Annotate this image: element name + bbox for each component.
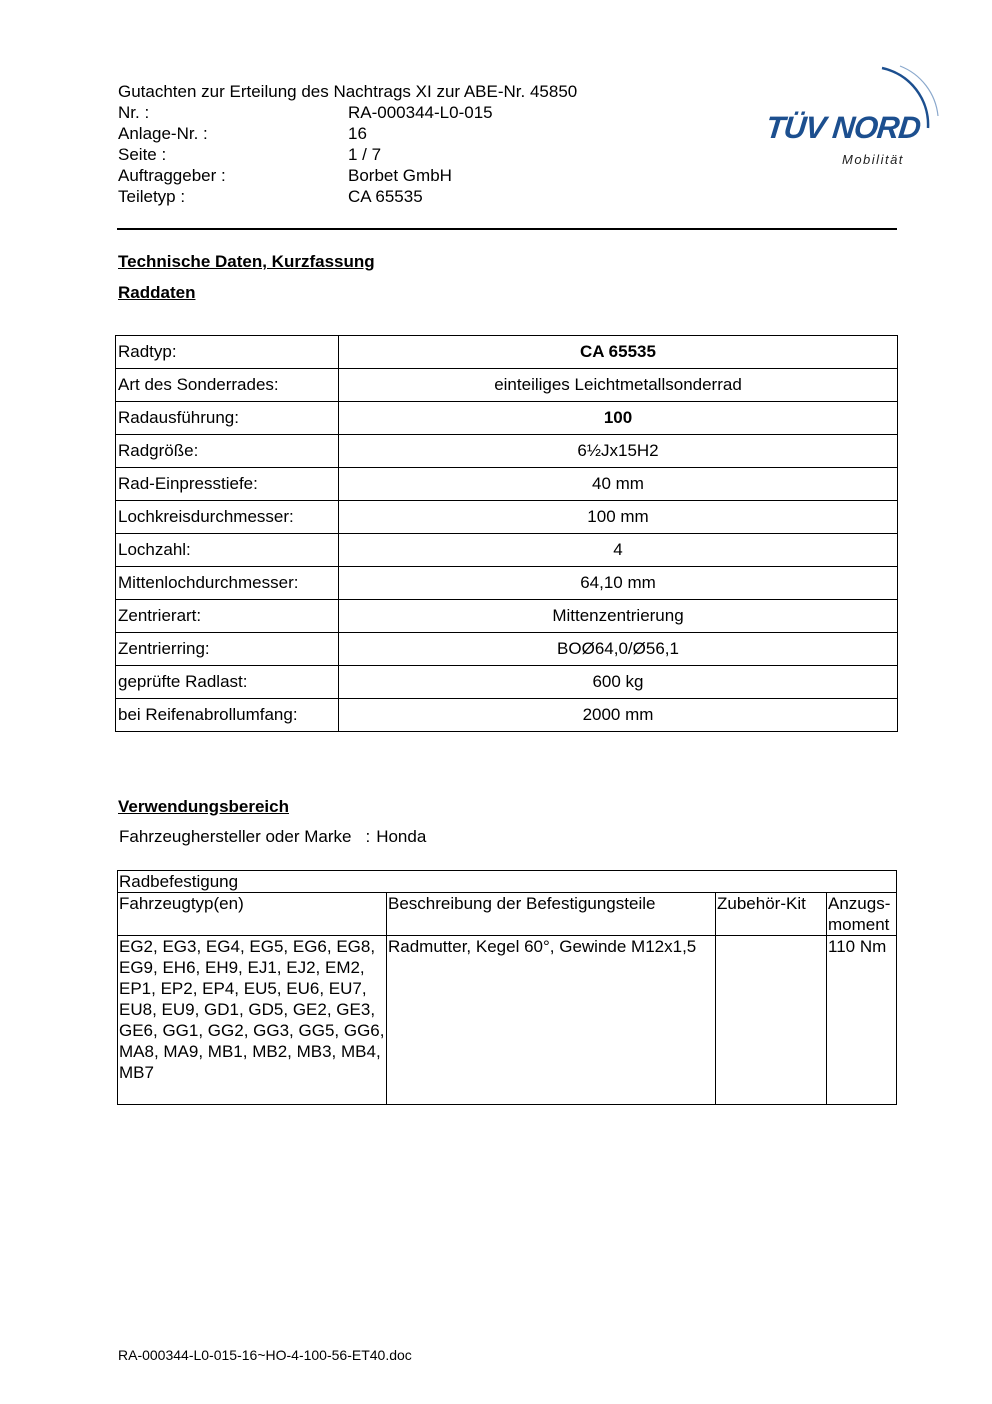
- row-value: Mittenzentrierung: [339, 600, 898, 633]
- table-row: [116, 600, 898, 633]
- wheel-data-table: [115, 335, 898, 732]
- row-label: Radtyp:: [116, 336, 339, 369]
- row-value: 100 mm: [339, 501, 898, 534]
- accessory-kit-cell: [716, 936, 827, 1105]
- maker-separator: :: [365, 827, 371, 846]
- header-row-teiletyp: [118, 186, 577, 207]
- column-header: Anzugs-moment: [827, 893, 897, 936]
- maker-value: Honda: [376, 827, 427, 846]
- document-title: Gutachten zur Erteilung des Nachtrags XI zur ABE-Nr. 45850: [118, 82, 578, 101]
- section-title: Technische Daten, Kurzfassung: [118, 252, 375, 271]
- table-row: [116, 534, 898, 567]
- row-label: Zentrierring:: [116, 633, 339, 666]
- header-value: 1 / 7: [348, 145, 382, 164]
- mounting-table: [117, 870, 897, 1105]
- torque-cell: 110 Nm: [827, 936, 897, 1105]
- row-label: Mittenlochdurchmesser:: [116, 567, 339, 600]
- table-row: [116, 435, 898, 468]
- table-row: [116, 666, 898, 699]
- header-label: Teiletyp :: [118, 187, 186, 206]
- logo-wordmark: TÜV NORD: [764, 110, 922, 145]
- row-value: 6½Jx15H2: [339, 435, 898, 468]
- header-value: RA-000344-L0-015: [348, 103, 493, 122]
- section-subtitle: Raddaten: [118, 283, 196, 302]
- table-row: [116, 567, 898, 600]
- table-header-row: [118, 893, 897, 936]
- row-value: CA 65535: [339, 336, 898, 369]
- header-divider: [117, 228, 897, 230]
- fastening-description-cell: Radmutter, Kegel 60°, Gewinde M12x1,5: [387, 936, 716, 1105]
- header-label: Seite :: [118, 145, 167, 164]
- row-label: Lochkreisdurchmesser:: [116, 501, 339, 534]
- document-header: [118, 81, 577, 207]
- row-value: 4: [339, 534, 898, 567]
- column-header: Beschreibung der Befestigungsteile: [387, 893, 716, 936]
- row-label: bei Reifenabrollumfang:: [116, 699, 339, 732]
- table-row: [116, 336, 898, 369]
- header-label: Anlage-Nr. :: [118, 124, 208, 143]
- row-value: 64,10 mm: [339, 567, 898, 600]
- row-label: Rad-Einpresstiefe:: [116, 468, 339, 501]
- row-value: BOØ64,0/Ø56,1: [339, 633, 898, 666]
- table-caption: Radbefestigung: [118, 871, 897, 893]
- row-label: geprüfte Radlast:: [116, 666, 339, 699]
- document-footer: RA-000344-L0-015-16~HO-4-100-56-ET40.doc: [118, 1347, 412, 1363]
- row-label: Art des Sonderrades:: [116, 369, 339, 402]
- tuev-nord-logo: [760, 58, 950, 178]
- row-value: 100: [339, 402, 898, 435]
- row-value: 2000 mm: [339, 699, 898, 732]
- table-row: [116, 501, 898, 534]
- header-label: Nr. :: [118, 103, 150, 122]
- table-row: [116, 633, 898, 666]
- row-label: Radausführung:: [116, 402, 339, 435]
- table-row: [116, 468, 898, 501]
- maker-label: Fahrzeughersteller oder Marke: [119, 827, 352, 846]
- row-value: 40 mm: [339, 468, 898, 501]
- row-label: Radgröße:: [116, 435, 339, 468]
- header-row-auftraggeber: [118, 165, 577, 186]
- vehicle-maker-line: [119, 827, 426, 847]
- column-header: Zubehör-Kit: [716, 893, 827, 936]
- table-row: [116, 369, 898, 402]
- table-caption-row: [118, 871, 897, 893]
- usage-section-title: Verwendungsbereich: [118, 797, 289, 816]
- column-header: Fahrzeugtyp(en): [118, 893, 387, 936]
- table-row: [118, 936, 897, 1105]
- logo-subtitle: Mobilität: [842, 152, 904, 167]
- header-value: 16: [348, 124, 367, 143]
- row-value: einteiliges Leichtmetallsonderrad: [339, 369, 898, 402]
- table-row: [116, 699, 898, 732]
- vehicle-types-cell: EG2, EG3, EG4, EG5, EG6, EG8, EG9, EH6, EH9, EJ1, EJ2, EM2, EP1, EP2, EP4, EU5, EU6, EU7, EU8, EU9, GD1, GD5, GE2, GE3, GE6, GG1, GG2, GG3, GG5, GG6, MA8, MA9, MB1, MB2, MB3, MB4, MB7: [118, 936, 387, 1105]
- row-value: 600 kg: [339, 666, 898, 699]
- table-row: [116, 402, 898, 435]
- row-label: Lochzahl:: [116, 534, 339, 567]
- header-label: Auftraggeber :: [118, 166, 226, 185]
- header-row-anlage: [118, 123, 577, 144]
- row-label: Zentrierart:: [116, 600, 339, 633]
- header-row-seite: [118, 144, 577, 165]
- header-value: CA 65535: [348, 187, 423, 206]
- header-row-nr: [118, 102, 577, 123]
- header-value: Borbet GmbH: [348, 166, 452, 185]
